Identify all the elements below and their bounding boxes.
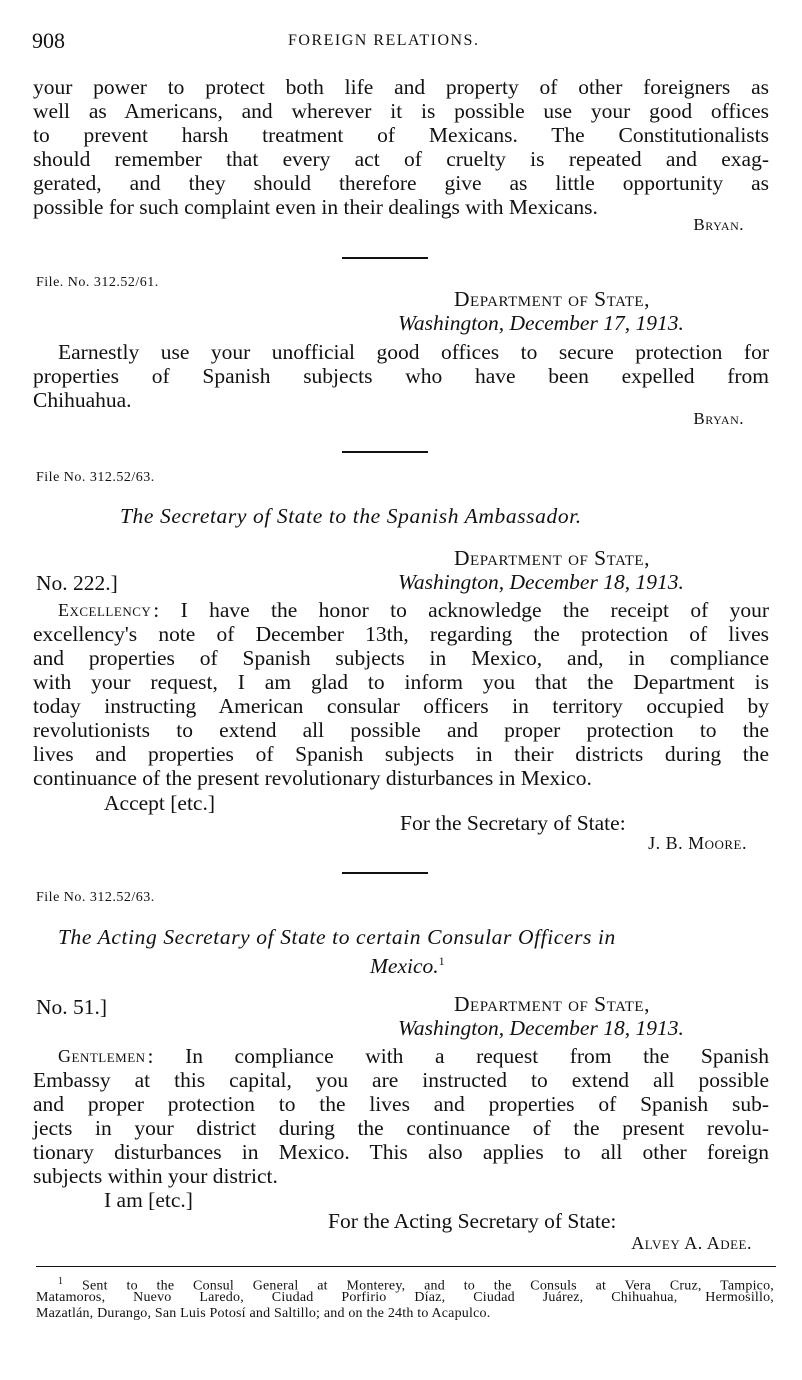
body-line: Embassy at this capital, you are instructed to extend all possible <box>33 1068 769 1092</box>
body-line: with your request, I am glad to inform you that the Department is <box>33 670 769 694</box>
salutation-text: : In compliance with a request from the Spanish <box>147 1044 769 1068</box>
footnote-reference: 1 <box>438 954 445 968</box>
body-line: subjects within your district. <box>33 1164 278 1188</box>
document-number: No. 51.] <box>36 995 108 1019</box>
body-line: continuance of the present revolutionary disturbances in Mexico. <box>33 766 592 790</box>
body-line: jects in your district during the continuance of the present revolu- <box>33 1116 769 1140</box>
body-line: tionary disturbances in Mexico. This also applies to all other foreign <box>33 1140 769 1164</box>
section-divider <box>342 257 428 259</box>
intro-line: your power to protect both life and property of other foreigners as <box>33 75 769 99</box>
footnote-line: Matamoros, Nuevo Laredo, Ciudad Porfirio Díaz, Ciudad Juárez, Chihuahua, Hermosillo, <box>36 1290 774 1305</box>
section-divider <box>342 451 428 453</box>
salutation-text: : I have the honor to acknowledge the receipt of your <box>153 598 769 622</box>
signature: J. B. Moore. <box>648 833 747 853</box>
for-line: For the Acting Secretary of State: <box>328 1209 617 1233</box>
intro-line: should remember that every act of cruelty is repeated and exag- <box>33 147 769 171</box>
place-date: Washington, December 18, 1913. <box>398 1016 684 1040</box>
title-continuation: Mexico. <box>370 954 439 979</box>
body-line: properties of Spanish subjects who have been expelled from <box>33 364 769 388</box>
footnote-line: Mazatlán, Durango, San Luis Potosí and Saltillo; and on the 24th to Acapulco. <box>36 1306 491 1321</box>
body-line: and properties of Spanish subjects in Mexico, and, in compliance <box>33 646 769 670</box>
footnote-mark: 1 <box>58 1276 64 1287</box>
dept-line: Department of State, <box>454 287 650 311</box>
closing: I am [etc.] <box>104 1188 193 1212</box>
file-number: File No. 312.52/63. <box>36 890 155 905</box>
document-title: The Secretary of State to the Spanish Ambassador. <box>120 504 582 528</box>
intro-line: gerated, and they should therefore give as little opportunity as <box>33 171 769 195</box>
dept-line: Department of State, <box>454 546 650 570</box>
signature: Bryan. <box>693 215 744 234</box>
footnote-rule <box>36 1266 776 1267</box>
intro-line: possible for such complaint even in their dealings with Mexicans. <box>33 195 598 219</box>
file-number: File No. 312.52/63. <box>36 470 155 485</box>
body-line: revolutionists to extend all possible and proper protection to the <box>33 718 769 742</box>
body-line: excellency's note of December 13th, regarding the protection of lives <box>33 622 769 646</box>
file-number: File. No. 312.52/61. <box>36 275 159 290</box>
body-line: lives and properties of Spanish subjects in their districts during the <box>33 742 769 766</box>
place-date: Washington, December 18, 1913. <box>398 570 684 594</box>
body-line: Earnestly use your unofficial good offices to secure protection for <box>58 340 769 364</box>
body-line: today instructing American consular officers in territory occupied by <box>33 694 769 718</box>
document-title <box>370 949 445 978</box>
closing: Accept [etc.] <box>104 791 216 815</box>
place-date: Washington, December 17, 1913. <box>398 311 684 335</box>
for-line: For the Secretary of State: <box>400 811 626 835</box>
document-title: The Acting Secretary of State to certain Consular Officers in <box>58 925 616 949</box>
signature: Bryan. <box>693 409 744 428</box>
signature: Alvey A. Adee. <box>631 1233 752 1253</box>
body-line: Chihuahua. <box>33 388 132 412</box>
running-title: FOREIGN RELATIONS. <box>288 32 480 49</box>
salutation: Gentlemen <box>58 1046 146 1066</box>
body-line: and proper protection to the lives and properties of Spanish sub- <box>33 1092 769 1116</box>
document-number: No. 222.] <box>36 571 118 595</box>
intro-line: to prevent harsh treatment of Mexicans. The Constitutionalists <box>33 123 769 147</box>
body-line <box>58 598 769 622</box>
dept-line: Department of State, <box>454 992 650 1016</box>
section-divider <box>342 872 428 874</box>
footnote-text: Sent to the Consul General at Monterey, and to the Consuls at Vera Cruz, Tampico, <box>82 1278 774 1294</box>
body-line <box>58 1044 769 1068</box>
salutation: Excellency <box>58 600 152 620</box>
intro-line: well as Americans, and wherever it is possible use your good offices <box>33 99 769 123</box>
page-number: 908 <box>32 28 65 53</box>
